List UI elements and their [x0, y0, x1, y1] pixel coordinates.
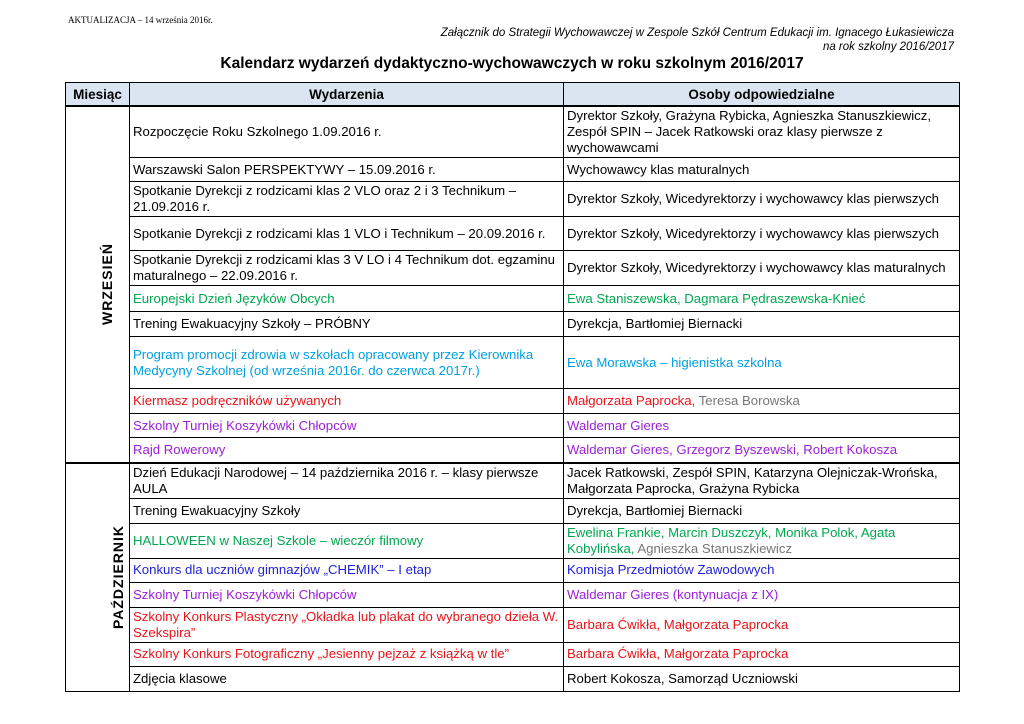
- event-cell: Spotkanie Dyrekcji z rodzicami klas 3 V LO i 4 Technikum dot. egzaminu maturalnego – 22.09.2016 r.: [130, 251, 564, 286]
- responsible-text: Ewa Morawska – higienistka szkolna: [567, 354, 782, 370]
- responsible-text: Barbara Ćwikła, Małgorzata Paprocka: [567, 646, 789, 661]
- event-cell: Szkolny Turniej Koszykówki Chłopców: [130, 582, 564, 607]
- table-row: [66, 389, 960, 414]
- event-cell: Rajd Rowerowy: [130, 438, 564, 463]
- table-row: [66, 217, 960, 251]
- event-cell: Dzień Edukacji Narodowej – 14 października 2016 r. – klasy pierwsze AULA: [130, 463, 564, 499]
- event-cell: Warszawski Salon PERSPEKTYWY – 15.09.2016 r.: [130, 158, 564, 182]
- header-events: Wydarzenia: [130, 83, 564, 107]
- table-row: [66, 312, 960, 337]
- table-row: [66, 158, 960, 182]
- attachment-line-2: na rok szkolny 2016/2017: [822, 41, 954, 53]
- responsible-text: Małgorzata Paprocka,: [567, 393, 696, 408]
- responsible-cell: [564, 337, 960, 389]
- event-cell: Program promocji zdrowia w szkołach opracowany przez Kierownika Medycyny Szkolnej (od września 2016r. do czerwca 2017r.): [130, 337, 564, 389]
- event-cell: Kiermasz podręczników używanych: [130, 389, 564, 414]
- table-row: [66, 182, 960, 217]
- responsible-text: Dyrektor Szkoły, Grażyna Rybicka, Agnieszka Stanuszkiewicz, Zespół SPIN – Jacek Ratkowski oraz klasy pierwsze z wychowawcami: [567, 108, 932, 155]
- month-label: PAŹDZIERNIK: [110, 524, 127, 629]
- responsible-cell: [564, 582, 960, 607]
- responsible-text: Barbara Ćwikła, Małgorzata Paprocka: [567, 616, 789, 632]
- table-row: [66, 337, 960, 389]
- responsible-text: Dyrektor Szkoły, Wicedyrektorzy i wychowawcy klas maturalnych: [567, 260, 946, 275]
- responsible-text: Dyrekcja, Bartłomiej Biernacki: [567, 316, 743, 331]
- attachment-note: [441, 26, 954, 54]
- responsible-cell: [564, 438, 960, 463]
- event-cell: Konkurs dla uczniów gimnazjów „CHEMIK” – I etap: [130, 558, 564, 582]
- responsible-cell: [564, 558, 960, 582]
- responsible-text: Dyrekcja, Bartłomiej Biernacki: [567, 502, 743, 518]
- update-note: AKTUALIZACJA – 14 września 2016r.: [68, 15, 213, 25]
- table-row: [66, 438, 960, 463]
- table-row: [66, 498, 960, 523]
- event-cell: HALLOWEEN w Naszej Szkole – wieczór filmowy: [130, 523, 564, 558]
- event-cell: Trening Ewakuacyjny Szkoły: [130, 498, 564, 523]
- responsible-cell: [564, 642, 960, 666]
- responsible-cell: [564, 607, 960, 642]
- responsible-cell: [564, 286, 960, 312]
- responsible-text: Jacek Ratkowski, Zespół SPIN, Katarzyna Olejniczak-Wrońska, Małgorzata Paprocka, Grażyna Rybicka: [567, 464, 938, 496]
- event-cell: Spotkanie Dyrekcji z rodzicami klas 1 VLO i Technikum – 20.09.2016 r.: [130, 217, 564, 251]
- responsible-text: Waldemar Gieres, Grzegorz Byszewski, Robert Kokosza: [567, 441, 898, 457]
- header-month: Miesiąc: [66, 83, 130, 107]
- responsible-cell: [564, 158, 960, 182]
- table-row: [66, 582, 960, 607]
- responsible-cell: [564, 389, 960, 414]
- table-row: [66, 666, 960, 691]
- month-label: WRZESIEŃ: [98, 242, 115, 325]
- table-row: [66, 523, 960, 558]
- responsible-cell: [564, 666, 960, 691]
- responsible-text: Wychowawcy klas maturalnych: [567, 161, 750, 177]
- table-row: [66, 463, 960, 499]
- month-cell: [66, 463, 130, 692]
- table-body: [66, 106, 960, 691]
- table-row: [66, 286, 960, 312]
- responsible-text: Dyrektor Szkoły, Wicedyrektorzy i wychowawcy klas pierwszych: [567, 191, 940, 206]
- attachment-line-1: Załącznik do Strategii Wychowawczej w Zespole Szkół Centrum Edukacji im. Ignacego Łukasiewicza: [440, 27, 954, 39]
- responsible-text: Robert Kokosza, Samorząd Uczniowski: [567, 670, 798, 686]
- event-cell: Europejski Dzień Języków Obcych: [130, 286, 564, 312]
- responsible-text: Waldemar Gieres: [567, 417, 670, 433]
- responsible-cell: [564, 414, 960, 438]
- event-cell: Szkolny Konkurs Plastyczny „Okładka lub plakat do wybranego dzieła W. Szekspira”: [130, 607, 564, 642]
- event-cell: Szkolny Turniej Koszykówki Chłopców: [130, 414, 564, 438]
- event-cell: Zdjęcia klasowe: [130, 666, 564, 691]
- table-row: [66, 607, 960, 642]
- responsible-text: Dyrektor Szkoły, Wicedyrektorzy i wychowawcy klas pierwszych: [567, 225, 940, 241]
- responsible-cell: [564, 498, 960, 523]
- responsible-text: Waldemar Gieres (kontynuacja z IX): [567, 586, 779, 602]
- responsible-cell: [564, 251, 960, 286]
- event-cell: Rozpoczęcie Roku Szkolnego 1.09.2016 r.: [130, 106, 564, 158]
- event-cell: Szkolny Konkurs Fotograficzny „Jesienny pejzaż z książką w tle”: [130, 642, 564, 666]
- table-row: [66, 414, 960, 438]
- table-row: [66, 106, 960, 158]
- table-row: [66, 558, 960, 582]
- month-cell: [66, 106, 130, 463]
- responsible-cell: [564, 523, 960, 558]
- table-row: [66, 642, 960, 666]
- responsible-extra-text: Agnieszka Stanuszkiewicz: [634, 540, 793, 556]
- responsible-cell: [564, 217, 960, 251]
- responsible-cell: [564, 463, 960, 499]
- document-title: Kalendarz wydarzeń dydaktyczno-wychowawczych w roku szkolnym 2016/2017: [220, 55, 804, 72]
- responsible-cell: [564, 106, 960, 158]
- event-cell: Trening Ewakuacyjny Szkoły – PRÓBNY: [130, 312, 564, 337]
- table-header-row: [66, 83, 960, 107]
- responsible-text: Komisja Przedmiotów Zawodowych: [567, 562, 775, 577]
- header-responsible: Osoby odpowiedzialne: [564, 83, 960, 107]
- responsible-text: Ewelina Frankie, Marcin Duszczyk, Monika Polok, Agata Kobylińska,: [567, 524, 896, 556]
- responsible-cell: [564, 312, 960, 337]
- table-row: [66, 251, 960, 286]
- responsible-text: Ewa Staniszewska, Dagmara Pędraszewska-Knieć: [567, 290, 866, 306]
- events-table: [65, 82, 960, 692]
- event-cell: Spotkanie Dyrekcji z rodzicami klas 2 VLO oraz 2 i 3 Technikum – 21.09.2016 r.: [130, 182, 564, 217]
- responsible-extra-text: Teresa Borowska: [695, 393, 800, 408]
- responsible-cell: [564, 182, 960, 217]
